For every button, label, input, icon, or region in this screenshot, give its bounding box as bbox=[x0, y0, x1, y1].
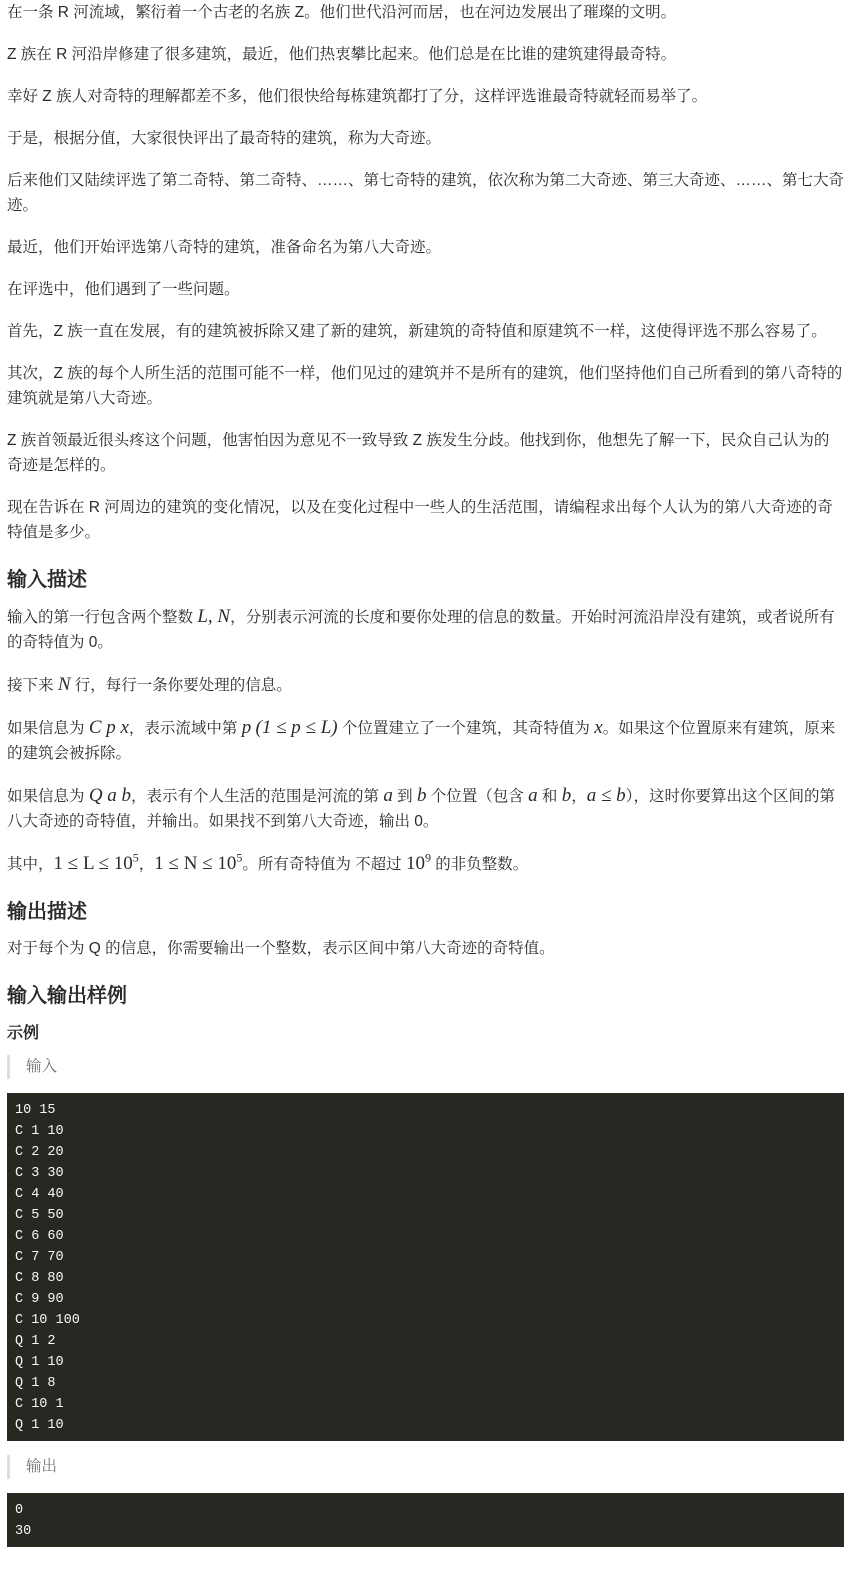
description-section bbox=[7, 0, 844, 545]
text: ， bbox=[138, 856, 155, 873]
text: 的非负整数。 bbox=[431, 856, 529, 873]
text: 其中， bbox=[7, 856, 54, 873]
text: ， bbox=[571, 788, 587, 805]
input-label: 输入 bbox=[7, 1055, 844, 1079]
math-formula bbox=[154, 850, 243, 874]
math-formula: a ≤ b bbox=[586, 785, 626, 806]
description-paragraph: 后来他们又陆续评选了第二奇特、第二奇特、……、第七奇特的建筑，依次称为第二大奇迹、第三大奇迹、……、第七大奇迹。 bbox=[7, 172, 845, 214]
description-paragraph: 现在告诉在 R 河周边的建筑的变化情况，以及在变化过程中一些人的生活范围，请编程求出每个人认为的第八大奇迹的奇特值是多少。 bbox=[7, 499, 833, 541]
output-heading: 输出描述 bbox=[7, 901, 87, 923]
math-formula: a bbox=[528, 785, 538, 806]
input-paragraph-5 bbox=[7, 851, 844, 877]
text: ，表示有个人生活的范围是河流的第 bbox=[131, 788, 384, 805]
description-paragraph: 幸好 Z 族人对奇特的理解都差不多，他们很快给每栋建筑都打了分，这样评选谁最奇特就轻而易举了。 bbox=[7, 88, 708, 105]
description-paragraph: 于是，根据分值，大家很快评出了最奇特的建筑，称为大奇迹。 bbox=[7, 130, 442, 147]
text: 。所有奇特值为 不超过 bbox=[242, 856, 406, 873]
description-paragraph: 其次，Z 族的每个人所生活的范围可能不一样，他们见过的建筑并不是所有的建筑，他们坚持他们自己所看到的第八奇特的建筑就是第八大奇迹。 bbox=[7, 365, 843, 407]
text: 如果信息为 bbox=[7, 720, 89, 737]
text: 行，每行一条你要处理的信息。 bbox=[70, 677, 292, 694]
text: 接下来 bbox=[7, 677, 58, 694]
input-paragraph-2 bbox=[7, 672, 844, 698]
input-paragraph-4 bbox=[7, 783, 844, 834]
description-paragraph: 首先，Z 族一直在发展，有的建筑被拆除又建了新的建筑，新建筑的奇特值和原建筑不一样，这使得评选不那么容易了。 bbox=[7, 323, 827, 340]
text: 。如果这个位置原来有建筑，原来的建筑会被拆除。 bbox=[7, 720, 836, 762]
math-formula: C p x bbox=[88, 717, 129, 738]
math-formula: x bbox=[594, 717, 603, 738]
text: 到 bbox=[392, 788, 417, 805]
text: 和 bbox=[537, 788, 562, 805]
exponent: 5 bbox=[236, 850, 243, 865]
text: 输入的第一行包含两个整数 bbox=[7, 609, 198, 626]
math-formula: (1 ≤ p ≤ L) bbox=[255, 717, 338, 738]
description-paragraph: Z 族首领最近很头疼这个问题，他害怕因为意见不一致导致 Z 族发生分歧。他找到你，他想先了解一下，民众自己认为的奇迹是怎样的。 bbox=[7, 432, 830, 474]
math-formula: b bbox=[561, 785, 572, 806]
example-heading: 示例 bbox=[7, 1025, 40, 1042]
text: 个位置（包含 bbox=[426, 788, 529, 805]
exponent: 5 bbox=[132, 850, 139, 865]
math-formula: Q a b bbox=[88, 785, 132, 806]
math-formula: a bbox=[383, 785, 393, 806]
description-paragraph: Z 族在 R 河沿岸修建了很多建筑，最近，他们热衷攀比起来。他们总是在比谁的建筑建得最奇特。 bbox=[7, 46, 677, 63]
description-paragraph: 在一条 R 河流域，繁衍着一个古老的名族 Z。他们世代沿河而居，也在河边发展出了璀璨的文明。 bbox=[7, 4, 677, 21]
output-paragraph: 对于每个为 Q 的信息，你需要输出一个整数，表示区间中第八大奇迹的奇特值。 bbox=[7, 940, 555, 957]
math-text: 1 ≤ N ≤ 10 bbox=[154, 853, 237, 874]
math-formula: p bbox=[241, 717, 252, 738]
description-paragraph: 在评选中，他们遇到了一些问题。 bbox=[7, 281, 240, 298]
text: 个位置建立了一个建筑，其奇特值为 bbox=[337, 720, 595, 737]
output-label: 输出 bbox=[7, 1455, 844, 1479]
text: 如果信息为 bbox=[7, 788, 89, 805]
math-text: 10 bbox=[406, 853, 425, 874]
samples-heading: 输入输出样例 bbox=[7, 985, 127, 1007]
math-formula bbox=[53, 850, 139, 874]
input-paragraph-3 bbox=[7, 715, 844, 766]
math-formula: b bbox=[416, 785, 427, 806]
input-heading: 输入描述 bbox=[7, 569, 87, 591]
text: ，分别表示河流的长度和要你处理的信息的数量。开始时河流沿岸没有建筑，或者说所有的奇特值为 0。 bbox=[7, 609, 835, 651]
description-paragraph: 最近，他们开始评选第八奇特的建筑，准备命名为第八大奇迹。 bbox=[7, 239, 442, 256]
sample-output-code[interactable]: 0 30 bbox=[7, 1493, 844, 1547]
exponent: 9 bbox=[425, 850, 431, 865]
sample-input-code[interactable]: 10 15 C 1 10 C 2 20 C 3 30 C 4 40 C 5 50 C 6 60 C 7 70 C 8 80 C 9 90 C 10 100 Q 1 2 Q 1 10 Q 1 8 C 10 1 Q 1 10 bbox=[7, 1093, 844, 1441]
math-formula: N bbox=[57, 674, 71, 695]
math-formula: L, N bbox=[197, 606, 231, 627]
math-formula bbox=[406, 850, 431, 874]
input-paragraph-1 bbox=[7, 604, 844, 655]
text: ，表示流域中第 bbox=[128, 720, 242, 737]
math-text: 1 ≤ L ≤ 10 bbox=[53, 853, 133, 874]
text: ），这时你要算出这个区间的第八大奇迹的奇特值，并输出。如果找不到第八大奇迹，输出 0。 bbox=[7, 788, 835, 830]
